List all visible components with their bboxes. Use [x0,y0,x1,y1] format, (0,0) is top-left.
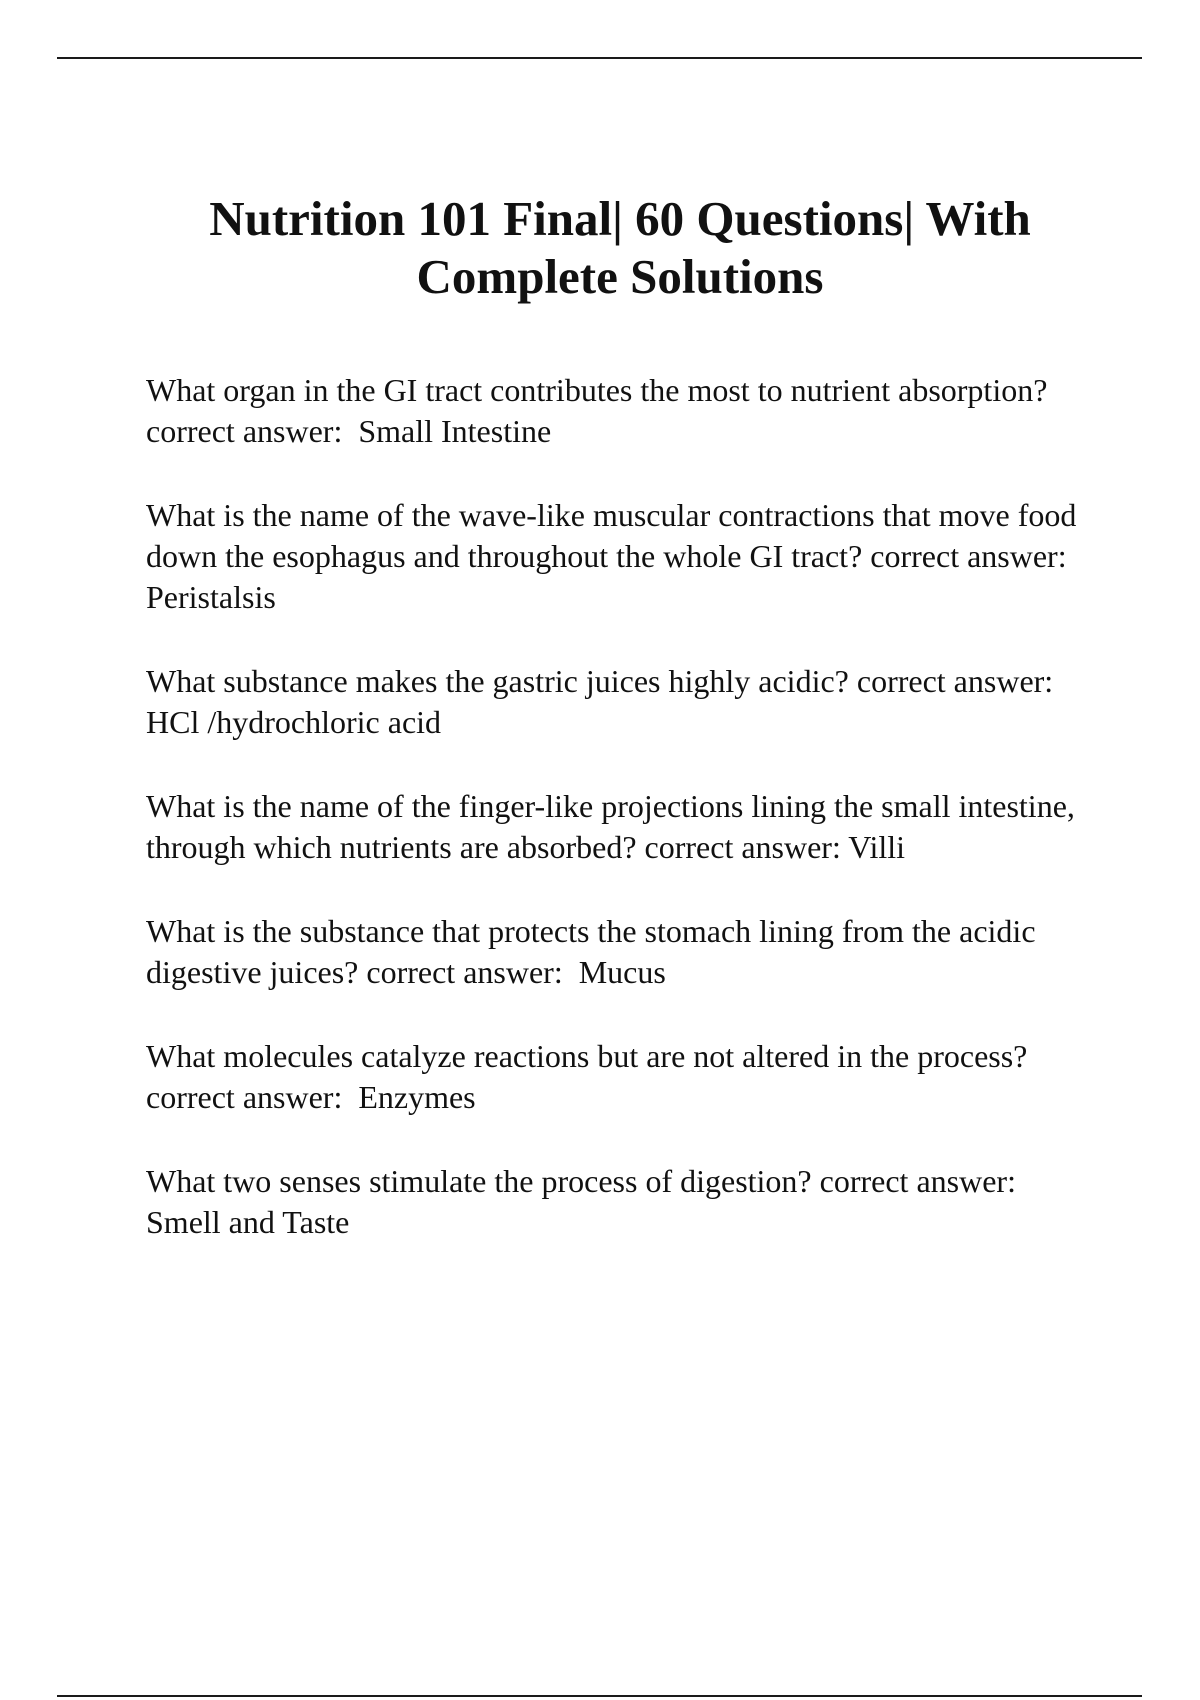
answer-label: correct answer: [146,413,343,449]
title-line-1: Nutrition 101 Final| 60 Questions| With [209,191,1031,246]
question-text: What organ in the GI tract contributes the most to nutrient absorption? [146,372,1048,408]
qa-list [146,370,1096,1286]
question-text: What is the name of the finger-like projections lining the small intestine, through which nutrients are absorbed? [146,788,1083,865]
title-line-2: Complete Solutions [416,249,824,304]
question-text: What two senses stimulate the process of digestion? [146,1163,812,1199]
page-title [120,190,1120,306]
answer-text: Villi [848,829,906,865]
answer-label: correct answer: [870,538,1067,574]
question-text: What is the name of the wave-like muscular contractions that move food down the esophagus and throughout the whole GI tract? [146,497,1085,574]
qa-item [146,370,1096,452]
question-text: What substance makes the gastric juices highly acidic? [146,663,849,699]
qa-item [146,1036,1096,1118]
qa-item [146,495,1096,618]
answer-label: correct answer: [644,829,841,865]
question-text: What molecules catalyze reactions but are not altered in the process? [146,1038,1028,1074]
answer-text: Enzymes [358,1079,476,1115]
header-divider [57,57,1142,59]
qa-item [146,661,1096,743]
question-text: What is the substance that protects the stomach lining from the acidic digestive juices? [146,913,1044,990]
qa-item [146,1161,1096,1243]
answer-label: correct answer: [366,954,563,990]
answer-label: correct answer: [819,1163,1016,1199]
qa-item [146,911,1096,993]
answer-label: correct answer: [856,663,1054,699]
answer-text: Small Intestine [358,413,552,449]
footer-divider [57,1695,1142,1697]
qa-item [146,786,1096,868]
answer-text: Mucus [578,954,666,990]
answer-label: correct answer: [146,1079,343,1115]
answer-text: Smell and Taste [146,1204,350,1240]
answer-text: HCl /hydrochloric acid [146,704,442,740]
answer-text: Peristalsis [146,579,276,615]
